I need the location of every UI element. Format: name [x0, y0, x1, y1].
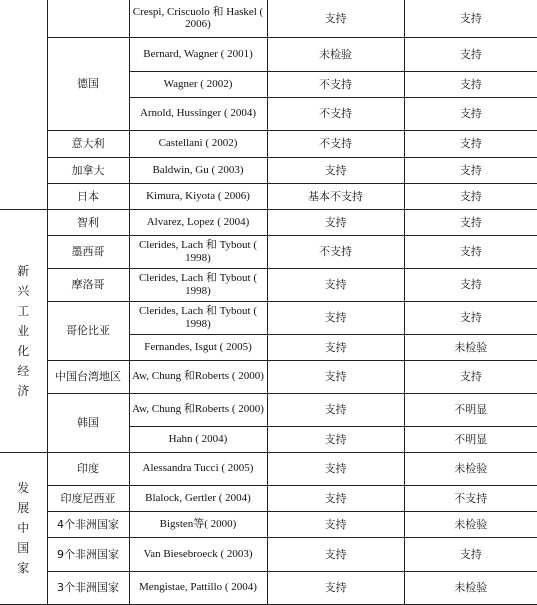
author-cell: Clerides, Lach 和 Tybout ( 1998) — [129, 268, 267, 301]
result-cell: 不支持 — [267, 235, 404, 268]
result-cell: 支持 — [404, 209, 537, 235]
table-row — [0, 360, 537, 393]
country-cell: 9个非洲国家 — [47, 537, 129, 571]
author-cell: Blalock, Gertler ( 2004) — [129, 485, 267, 511]
result-cell: 未检验 — [404, 571, 537, 604]
result-cell: 支持 — [404, 268, 537, 301]
region-cell — [0, 0, 47, 209]
region-cell: 新兴工业化经济 — [0, 209, 47, 452]
author-cell: Kimura, Kiyota ( 2006) — [129, 183, 267, 209]
author-cell: Castellani ( 2002) — [129, 130, 267, 157]
result-cell: 支持 — [404, 37, 537, 71]
table-row — [0, 37, 537, 71]
result-cell: 支持 — [404, 157, 537, 183]
table-row — [0, 537, 537, 571]
result-cell: 支持 — [404, 360, 537, 393]
result-cell: 支持 — [267, 0, 404, 37]
result-cell: 支持 — [404, 301, 537, 334]
result-cell: 支持 — [267, 268, 404, 301]
result-cell: 未检验 — [404, 452, 537, 485]
table-row — [0, 511, 537, 537]
author-cell: Mengistae, Pattillo ( 2004) — [129, 571, 267, 604]
author-cell: Bernard, Wagner ( 2001) — [129, 37, 267, 71]
result-cell: 不明显 — [404, 393, 537, 426]
country-cell: 韩国 — [47, 393, 129, 452]
result-cell: 支持 — [404, 71, 537, 97]
result-cell: 支持 — [267, 393, 404, 426]
author-cell: Van Biesebroeck ( 2003) — [129, 537, 267, 571]
table-row — [0, 235, 537, 268]
author-cell: Clerides, Lach 和 Tybout ( 1998) — [129, 301, 267, 334]
country-cell: 中国台湾地区 — [47, 360, 129, 393]
author-cell: Fernandes, Isgut ( 2005) — [129, 334, 267, 360]
author-cell: Hahn ( 2004) — [129, 426, 267, 452]
result-cell: 支持 — [267, 485, 404, 511]
country-cell: 意大利 — [47, 130, 129, 157]
result-cell: 支持 — [404, 235, 537, 268]
result-cell: 支持 — [267, 360, 404, 393]
author-cell: Aw, Chung 和Roberts ( 2000) — [129, 360, 267, 393]
author-cell: Alvarez, Lopez ( 2004) — [129, 209, 267, 235]
table-row — [0, 183, 537, 209]
result-cell: 支持 — [267, 301, 404, 334]
result-cell: 支持 — [267, 157, 404, 183]
region-cell: 发展中国家 — [0, 452, 47, 604]
table-row — [0, 0, 537, 37]
country-cell: 印度 — [47, 452, 129, 485]
result-cell: 支持 — [404, 537, 537, 571]
result-cell: 支持 — [404, 97, 537, 130]
table-row — [0, 157, 537, 183]
table-row — [0, 268, 537, 301]
result-cell: 支持 — [267, 334, 404, 360]
author-cell: Alessandra Tucci ( 2005) — [129, 452, 267, 485]
result-cell: 基本不支持 — [267, 183, 404, 209]
country-cell: 3个非洲国家 — [47, 571, 129, 604]
result-cell: 不明显 — [404, 426, 537, 452]
author-cell: Clerides, Lach 和 Tybout ( 1998) — [129, 235, 267, 268]
country-cell: 摩洛哥 — [47, 268, 129, 301]
table-row — [0, 571, 537, 604]
result-cell: 不支持 — [267, 71, 404, 97]
author-cell: Wagner ( 2002) — [129, 71, 267, 97]
country-cell: 智利 — [47, 209, 129, 235]
author-cell: Baldwin, Gu ( 2003) — [129, 157, 267, 183]
result-cell: 支持 — [267, 537, 404, 571]
result-cell: 不支持 — [267, 130, 404, 157]
result-cell: 支持 — [404, 183, 537, 209]
country-cell: 德国 — [47, 37, 129, 130]
country-cell: 墨西哥 — [47, 235, 129, 268]
result-cell: 不支持 — [404, 485, 537, 511]
result-cell: 支持 — [404, 0, 537, 37]
table-row — [0, 209, 537, 235]
result-cell: 不支持 — [267, 97, 404, 130]
author-cell: Crespi, Criscuolo 和 Haskel ( 2006) — [129, 0, 267, 37]
author-cell: Arnold, Hussinger ( 2004) — [129, 97, 267, 130]
author-cell: Bigsten等( 2000) — [129, 511, 267, 537]
result-cell: 支持 — [267, 571, 404, 604]
country-cell: 4个非洲国家 — [47, 511, 129, 537]
country-cell: 哥伦比亚 — [47, 301, 129, 360]
result-cell: 未检验 — [267, 37, 404, 71]
country-cell: 印度尼西亚 — [47, 485, 129, 511]
country-cell: 加拿大 — [47, 157, 129, 183]
result-cell: 支持 — [267, 452, 404, 485]
table-row — [0, 485, 537, 511]
result-cell: 支持 — [267, 426, 404, 452]
result-cell: 未检验 — [404, 334, 537, 360]
table-row — [0, 301, 537, 334]
author-cell: Aw, Chung 和Roberts ( 2000) — [129, 393, 267, 426]
result-cell: 支持 — [404, 130, 537, 157]
country-cell — [47, 0, 129, 37]
table-row — [0, 393, 537, 426]
table-row — [0, 130, 537, 157]
result-cell: 未检验 — [404, 511, 537, 537]
country-cell: 日本 — [47, 183, 129, 209]
result-cell: 支持 — [267, 209, 404, 235]
result-cell: 支持 — [267, 511, 404, 537]
table-row — [0, 452, 537, 485]
